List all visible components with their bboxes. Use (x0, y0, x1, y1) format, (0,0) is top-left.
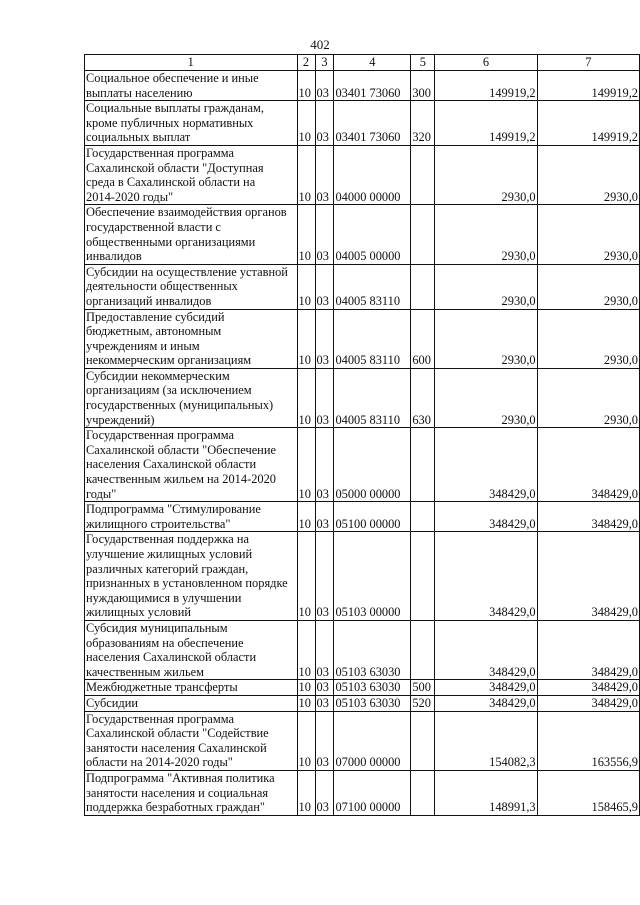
row-amount-col7: 2930,0 (537, 264, 639, 309)
row-subsection-code: 03 (315, 309, 334, 368)
row-amount-col6: 348429,0 (435, 532, 537, 621)
table-row (85, 205, 640, 264)
row-subsection-code: 03 (315, 145, 334, 204)
row-target-article-code: 04005 83110 (334, 368, 411, 427)
budget-table (84, 54, 640, 816)
row-section-code: 10 (297, 309, 315, 368)
row-subsection-code: 03 (315, 428, 334, 502)
row-section-code: 10 (297, 532, 315, 621)
row-name: Предоставление субсидий бюджетным, автономным учреждениям и иным некоммерческим организациям (85, 309, 298, 368)
row-section-code: 10 (297, 695, 315, 711)
row-section-code: 10 (297, 680, 315, 696)
row-amount-col7: 348429,0 (537, 680, 639, 696)
table-row (85, 620, 640, 679)
table-row (85, 502, 640, 532)
row-target-article-code: 07000 00000 (334, 711, 411, 770)
row-name: Обеспечение взаимодействия органов государственной власти с общественными организациями инвалидов (85, 205, 298, 264)
row-amount-col7: 149919,2 (537, 101, 639, 146)
row-expense-type-code (411, 264, 435, 309)
row-target-article-code: 05103 00000 (334, 532, 411, 621)
row-target-article-code: 05103 63030 (334, 695, 411, 711)
row-amount-col7: 158465,9 (537, 770, 639, 815)
row-target-article-code: 05103 63030 (334, 620, 411, 679)
row-name: Социальное обеспечение и иные выплаты населению (85, 71, 298, 101)
row-amount-col6: 149919,2 (435, 101, 537, 146)
row-expense-type-code: 520 (411, 695, 435, 711)
row-name: Государственная программа Сахалинской области "Содействие занятости населения Сахалинской области на 2014-2020 годы" (85, 711, 298, 770)
row-target-article-code: 04005 00000 (334, 205, 411, 264)
row-amount-col6: 348429,0 (435, 620, 537, 679)
row-target-article-code: 04005 83110 (334, 309, 411, 368)
table-row (85, 695, 640, 711)
table-row (85, 71, 640, 101)
row-name: Субсидии некоммерческим организациям (за исключением государственных (муниципальных) учреждений) (85, 368, 298, 427)
row-target-article-code: 05100 00000 (334, 502, 411, 532)
row-amount-col7: 2930,0 (537, 145, 639, 204)
table-row (85, 428, 640, 502)
row-section-code: 10 (297, 71, 315, 101)
row-amount-col6: 2930,0 (435, 264, 537, 309)
row-subsection-code: 03 (315, 680, 334, 696)
row-name: Социальные выплаты гражданам, кроме публичных нормативных социальных выплат (85, 101, 298, 146)
column-header: 7 (537, 55, 639, 71)
table-row (85, 145, 640, 204)
table-row (85, 264, 640, 309)
row-amount-col7: 348429,0 (537, 502, 639, 532)
row-section-code: 10 (297, 502, 315, 532)
row-amount-col7: 149919,2 (537, 71, 639, 101)
row-target-article-code: 07100 00000 (334, 770, 411, 815)
table-row (85, 680, 640, 696)
row-amount-col6: 148991,3 (435, 770, 537, 815)
row-amount-col6: 348429,0 (435, 680, 537, 696)
table-row (85, 309, 640, 368)
row-section-code: 10 (297, 770, 315, 815)
row-subsection-code: 03 (315, 532, 334, 621)
table-body (85, 71, 640, 816)
row-subsection-code: 03 (315, 695, 334, 711)
page-number: 402 (310, 37, 330, 52)
row-target-article-code: 05000 00000 (334, 428, 411, 502)
row-expense-type-code (411, 145, 435, 204)
column-header: 2 (297, 55, 315, 71)
row-amount-col6: 149919,2 (435, 71, 537, 101)
row-amount-col7: 348429,0 (537, 532, 639, 621)
table-row (85, 770, 640, 815)
column-header: 1 (85, 55, 298, 71)
table-row (85, 101, 640, 146)
row-amount-col6: 154082,3 (435, 711, 537, 770)
row-expense-type-code: 600 (411, 309, 435, 368)
row-expense-type-code (411, 428, 435, 502)
row-section-code: 10 (297, 145, 315, 204)
row-expense-type-code: 630 (411, 368, 435, 427)
row-subsection-code: 03 (315, 264, 334, 309)
column-header: 6 (435, 55, 537, 71)
row-section-code: 10 (297, 711, 315, 770)
row-target-article-code: 04000 00000 (334, 145, 411, 204)
row-amount-col7: 2930,0 (537, 309, 639, 368)
row-subsection-code: 03 (315, 770, 334, 815)
row-amount-col6: 348429,0 (435, 502, 537, 532)
row-expense-type-code (411, 532, 435, 621)
row-expense-type-code (411, 711, 435, 770)
row-target-article-code: 03401 73060 (334, 101, 411, 146)
row-amount-col7: 163556,9 (537, 711, 639, 770)
row-name: Субсидии на осуществление уставной деятельности общественных организаций инвалидов (85, 264, 298, 309)
row-amount-col6: 348429,0 (435, 695, 537, 711)
column-header: 3 (315, 55, 334, 71)
row-expense-type-code (411, 620, 435, 679)
table-row (85, 368, 640, 427)
row-name: Субсидия муниципальным образованиям на обеспечение населения Сахалинской области качественным жильем (85, 620, 298, 679)
row-amount-col6: 2930,0 (435, 309, 537, 368)
row-amount-col7: 2930,0 (537, 368, 639, 427)
row-amount-col7: 348429,0 (537, 695, 639, 711)
row-name: Государственная программа Сахалинской области "Обеспечение населения Сахалинской области качественным жильем на 2014-2020 годы" (85, 428, 298, 502)
row-name: Государственная программа Сахалинской области "Доступная среда в Сахалинской области на 2014-2020 годы" (85, 145, 298, 204)
table-row (85, 532, 640, 621)
row-expense-type-code: 300 (411, 71, 435, 101)
row-expense-type-code (411, 502, 435, 532)
row-amount-col6: 348429,0 (435, 428, 537, 502)
row-amount-col6: 2930,0 (435, 368, 537, 427)
column-header: 5 (411, 55, 435, 71)
row-amount-col6: 2930,0 (435, 145, 537, 204)
row-name: Подпрограмма "Стимулирование жилищного строительства" (85, 502, 298, 532)
row-subsection-code: 03 (315, 101, 334, 146)
row-section-code: 10 (297, 620, 315, 679)
row-section-code: 10 (297, 264, 315, 309)
row-name: Подпрограмма "Активная политика занятости населения и социальная поддержка безработных граждан" (85, 770, 298, 815)
row-subsection-code: 03 (315, 711, 334, 770)
row-section-code: 10 (297, 428, 315, 502)
row-expense-type-code (411, 205, 435, 264)
header-row (85, 55, 640, 71)
row-name: Государственная поддержка на улучшение жилищных условий различных категорий граждан, признанных в установленном порядке нуждающимися в улучшении жилищных условий (85, 532, 298, 621)
row-subsection-code: 03 (315, 71, 334, 101)
row-target-article-code: 05103 63030 (334, 680, 411, 696)
row-expense-type-code (411, 770, 435, 815)
row-section-code: 10 (297, 368, 315, 427)
row-subsection-code: 03 (315, 368, 334, 427)
row-amount-col7: 2930,0 (537, 205, 639, 264)
column-header: 4 (334, 55, 411, 71)
row-target-article-code: 04005 83110 (334, 264, 411, 309)
row-target-article-code: 03401 73060 (334, 71, 411, 101)
row-subsection-code: 03 (315, 502, 334, 532)
row-expense-type-code: 320 (411, 101, 435, 146)
row-expense-type-code: 500 (411, 680, 435, 696)
row-section-code: 10 (297, 205, 315, 264)
table-row (85, 711, 640, 770)
row-name: Межбюджетные трансферты (85, 680, 298, 696)
row-amount-col6: 2930,0 (435, 205, 537, 264)
row-subsection-code: 03 (315, 205, 334, 264)
row-name: Субсидии (85, 695, 298, 711)
row-amount-col7: 348429,0 (537, 620, 639, 679)
row-subsection-code: 03 (315, 620, 334, 679)
row-section-code: 10 (297, 101, 315, 146)
row-amount-col7: 348429,0 (537, 428, 639, 502)
